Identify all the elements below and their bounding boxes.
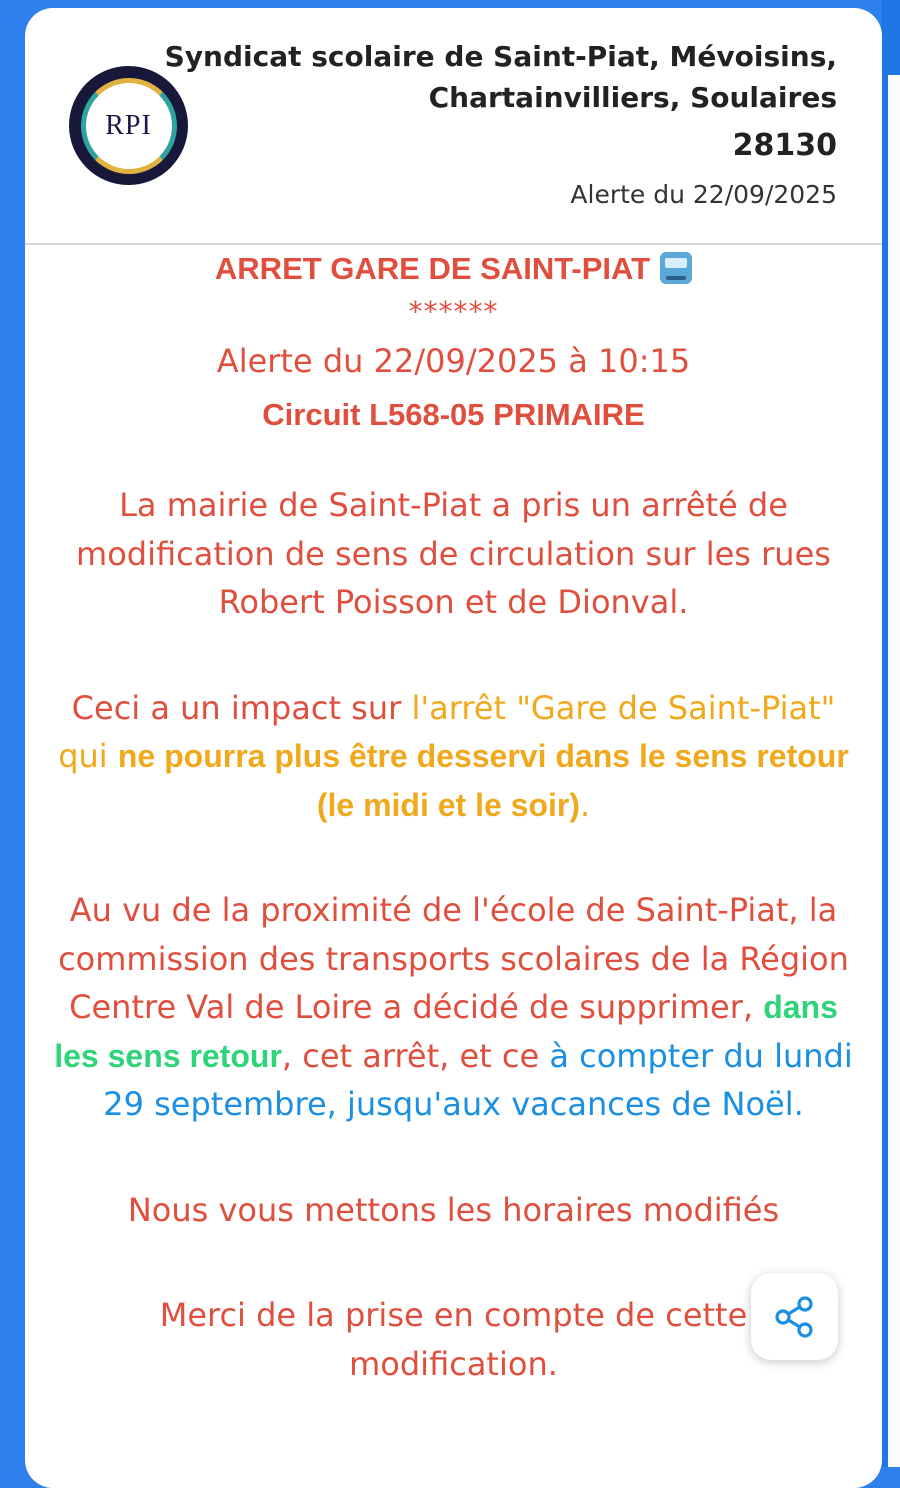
background-strip: [882, 0, 900, 1467]
p2-text-b: l'arrêt "Gare de Saint-Piat" qui: [58, 688, 836, 775]
share-icon: [773, 1295, 817, 1339]
p2-text-d: .: [580, 785, 591, 824]
header-divider: [25, 243, 882, 245]
p3-text-c: , cet arrêt, et ce: [281, 1036, 550, 1075]
org-line-1: Syndicat scolaire de Saint-Piat, Mévoisins,: [164, 40, 837, 73]
paragraph-5: Merci de la prise en compte de cette modification.: [159, 1296, 748, 1383]
postal-code: 28130: [732, 128, 837, 163]
alert-title: [25, 247, 882, 291]
p2-text-c: ne pourra plus être desservi dans le sens retour (le midi et le soir): [117, 738, 849, 823]
card-header: [25, 8, 882, 243]
bus-icon: [660, 252, 692, 284]
paragraph-4: Nous vous mettons les horaires modifiés: [127, 1190, 780, 1229]
alert-title-text: ARRET GARE DE SAINT-PIAT: [214, 251, 651, 286]
share-button[interactable]: [751, 1273, 838, 1360]
circuit-name: Circuit L568-05 PRIMAIRE: [262, 397, 645, 432]
paragraph-2: [25, 684, 882, 830]
org-line-2: Chartainvilliers, Soulaires: [428, 81, 837, 114]
paragraph-3: [25, 886, 882, 1129]
paragraph-1: La mairie de Saint-Piat a pris un arrêté de modification de sens de circulation sur les rues Robert Poisson et de Dionval.: [76, 486, 831, 621]
background-panel: [888, 75, 900, 1467]
organization-name: [157, 36, 837, 118]
p2-text-a: Ceci a un impact sur: [71, 688, 412, 727]
alert-card: [25, 8, 882, 1488]
p3-text-d: à compter du lundi 29 septembre, jusqu'aux vacances de Noël.: [103, 1036, 853, 1123]
stars-separator: ******: [408, 295, 499, 328]
logo-text: RPI: [105, 109, 152, 141]
p3-text-a: Au vu de la proximité de l'école de Saint-Piat, la commission des transports scolaires de la Région Centre Val de Loire a décidé de supprimer,: [58, 891, 849, 1026]
p3-text-b: dans les sens retour: [54, 989, 838, 1074]
alert-datetime: Alerte du 22/09/2025 à 10:15: [216, 342, 691, 380]
alert-message: [25, 247, 882, 1388]
alert-date: Alerte du 22/09/2025: [570, 180, 837, 209]
